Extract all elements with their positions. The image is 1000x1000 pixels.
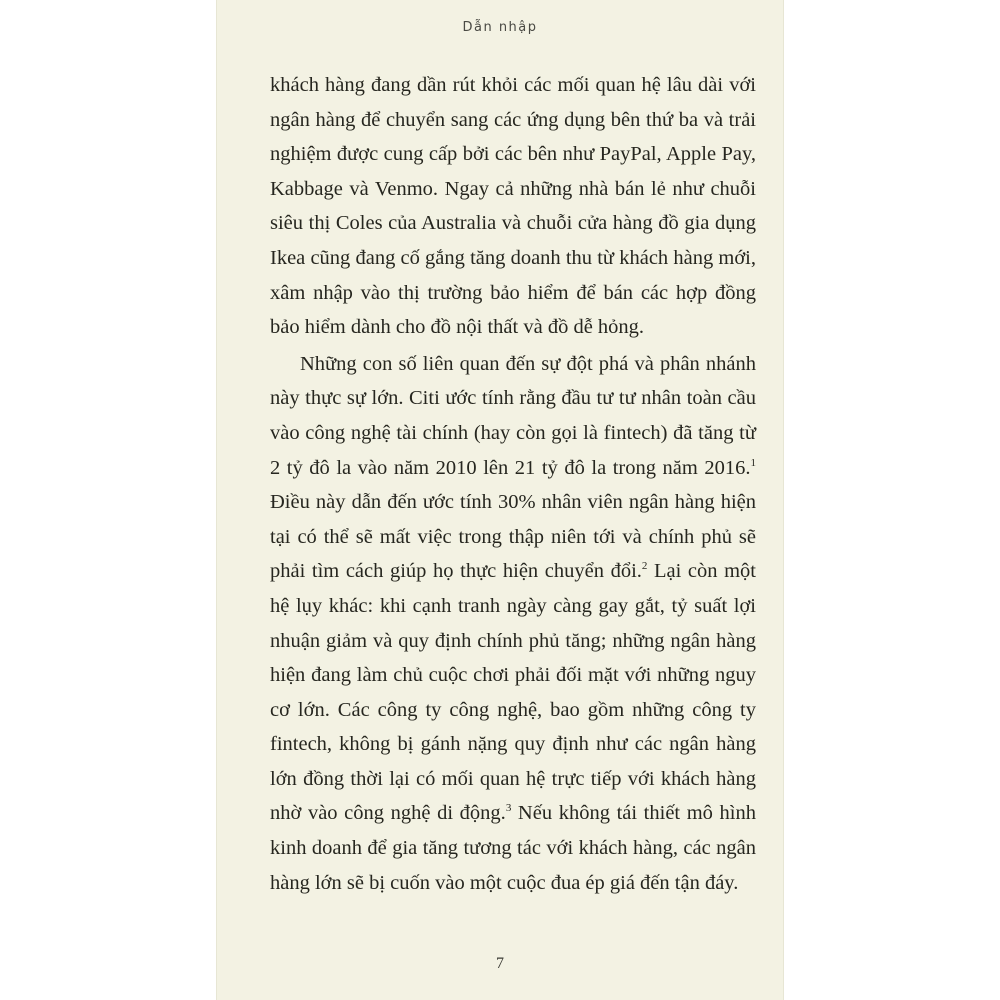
paragraph-2-text-a: Những con số liên quan đến sự đột phá và phân nhánh này thực sự lớn. Citi ước tính rằng đầu tư tư nhân toàn cầu vào công nghệ tài chính (hay còn gọi là fintech) đã tăng từ 2 tỷ đô la vào năm 2010 lên 21 tỷ đô la trong năm 2016. (270, 352, 756, 479)
paragraph-2-text-b: Điều này dẫn đến ước tính 30% nhân viên ngân hàng hiện tại có thể sẽ mất việc trong thập niên tới và chính phủ sẽ phải tìm cách giúp họ thực hiện chuyển đổi. (270, 491, 756, 583)
book-page (216, 0, 784, 1000)
body-text (270, 68, 756, 900)
footnote-marker-1: 1 (750, 456, 756, 469)
footnote-marker-3: 3 (505, 802, 512, 815)
running-head: Dẫn nhập (462, 20, 538, 35)
page-number: 7 (496, 955, 504, 972)
footnote-marker-2: 2 (641, 560, 648, 573)
paragraph-1-text: khách hàng đang dần rút khỏi các mối quan hệ lâu dài với ngân hàng để chuyển sang các ứng dụng bên thứ ba và trải nghiệm được cung cấp bởi các bên như PayPal, Apple Pay, Kabbage và Venmo. Ngay cả những nhà bán lẻ như chuỗi siêu thị Coles của Australia và chuỗi cửa hàng đồ gia dụng Ikea cũng đang cố gắng tăng doanh thu từ khách hàng mới, xâm nhập vào thị trường bảo hiểm để bán các hợp đồng bảo hiểm dành cho đồ nội thất và đồ dễ hỏng. (270, 74, 756, 339)
paragraph-2-text-c: Lại còn một hệ lụy khác: khi cạnh tranh ngày càng gay gắt, tỷ suất lợi nhuận giảm và quy định chính phủ tăng; những ngân hàng hiện đang làm chủ cuộc chơi phải đối mặt với những nguy cơ lớn. Các công ty công nghệ, bao gồm những công ty fintech, không bị gánh nặng quy định như các ngân hàng lớn đồng thời lại có mối quan hệ trực tiếp với khách hàng nhờ vào công nghệ di động. (270, 560, 756, 825)
paragraph-1 (270, 68, 756, 345)
paragraph-2-text-d: Nếu không tái thiết mô hình kinh doanh để gia tăng tương tác với khách hàng, các ngân hàng lớn sẽ bị cuốn vào một cuộc đua ép giá đến tận đáy. (270, 802, 756, 894)
paragraph-2 (270, 347, 756, 901)
